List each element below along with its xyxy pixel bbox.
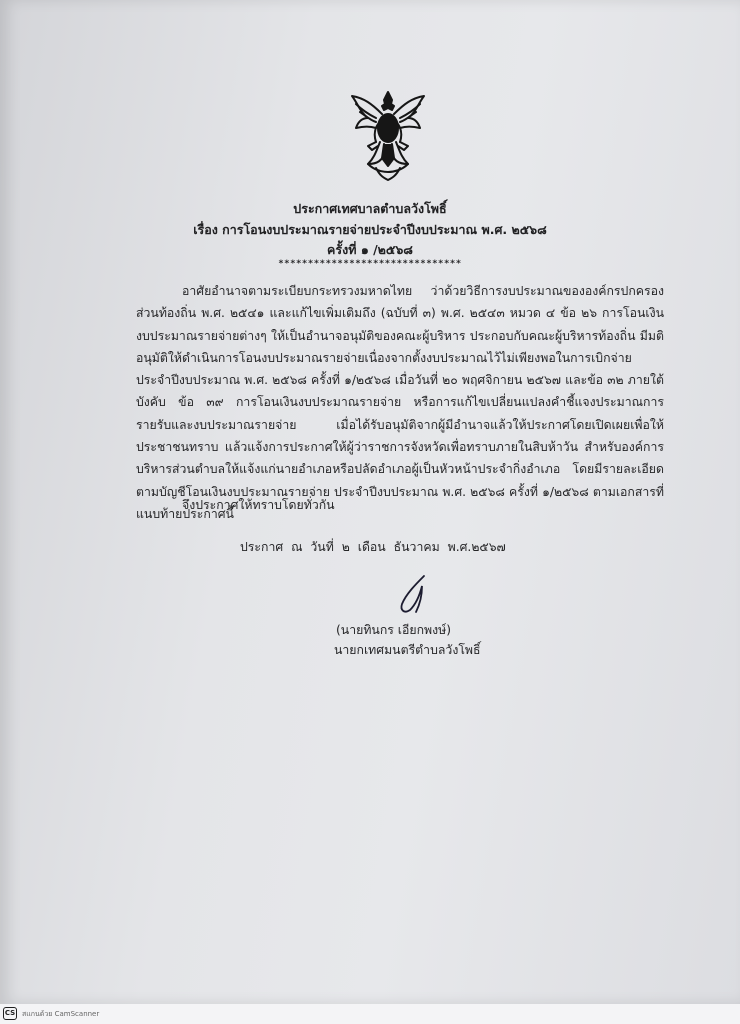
camscanner-logo-icon: CS xyxy=(3,1007,17,1020)
document-subject: เรื่อง การโอนงบประมาณรายจ่ายประจำปีงบประมาณ พ.ศ. ๒๕๖๘ xyxy=(193,222,547,237)
body-paragraph: อาศัยอำนาจตามระเบียบกระทรวงมหาดไทย ว่าด้วยวิธีการงบประมาณขององค์กรปกครองส่วนท้องถิ่น พ.ศ. ๒๕๔๑ และแก้ไขเพิ่มเติมถึง (ฉบับที่ ๓) พ.ศ. ๒๕๔๓ หมวด ๔ ข้อ ๒๖ การโอนเงินงบประมาณรายจ่ายต่างๆ ให้เป็นอำนาจอนุมัติของคณะผู้บริหาร ประกอบกับคณะผู้บริหารท้องถิ่น มีมติอนุมัติให้ดำเนินการโอนงบประมาณรายจ่ายเนื่องจากตั้งงบประมาณไว้ไม่เพียงพอในการเบิกจ่ายประจำปีงบประมาณ พ.ศ. ๒๕๖๘ ครั้งที่ ๑/๒๕๖๘ เมื่อวันที่ ๒๐ พฤศจิกายน ๒๕๖๗ และข้อ ๓๒ ภายใต้บังคับ ข้อ ๓๙ การโอนเงินงบประมาณรายจ่าย หรือการแก้ไขเปลี่ยนแปลงคำชี้แจงประมาณการรายรับและงบประมาณรายจ่าย เมื่อได้รับอนุมัติจากผู้มีอำนาจแล้วให้ประกาศโดยเปิดเผยเพื่อให้ประชาชนทราบ แล้วแจ้งการประกาศให้ผู้ว่าราชการจังหวัดเพื่อทราบภายในสิบห้าวัน สำหรับองค์การบริหารส่วนตำบลให้แจ้งแก่นายอำเภอหรือปลัดอำเภอผู้เป็นหัวหน้าประจำกิ่งอำเภอ โดยมีรายละเอียดตามบัญชีโอนเงินงบประมาณรายจ่าย ประจำปีงบประมาณ พ.ศ. ๒๕๖๘ ครั้งที่ ๑/๒๕๖๘ ตามเอกสารที่แนบท้ายประกาศนี้ xyxy=(136,284,664,521)
separator-line: ******************************* xyxy=(278,259,462,269)
document-issue-number: ครั้งที่ ๑ /๒๕๖๘ xyxy=(327,242,413,257)
scanner-watermark-text: สแกนด้วย CamScanner xyxy=(22,1010,100,1018)
handwritten-signature-icon xyxy=(394,572,438,620)
document-title: ประกาศเทศบาลตำบลวังโพธิ์ xyxy=(293,201,447,216)
garuda-emblem-icon xyxy=(338,84,438,184)
announcement-line: จึงประกาศให้ทราบโดยทั่วกัน xyxy=(182,498,335,512)
signer-title: นายกเทศมนตรีตำบลวังโพธิ์ xyxy=(334,643,481,657)
date-given-line: ประกาศ ณ วันที่ ๒ เดือน ธันวาคม พ.ศ.๒๕๖๗ xyxy=(240,540,506,554)
scanner-footer xyxy=(0,1004,740,1024)
signer-name: (นายทินกร เอียกพงษ์) xyxy=(336,623,452,637)
